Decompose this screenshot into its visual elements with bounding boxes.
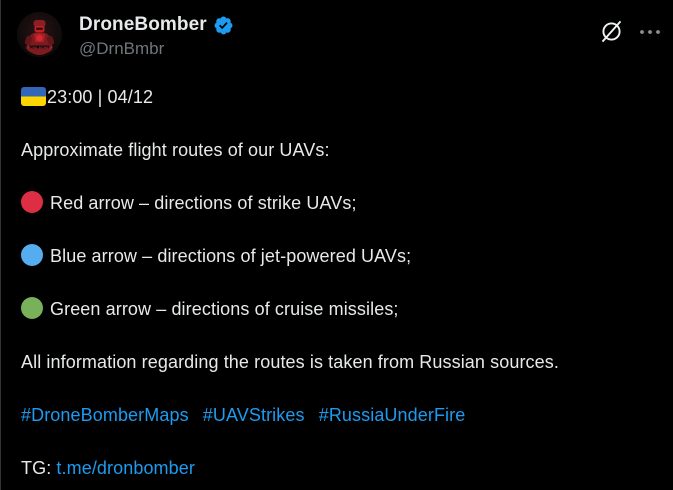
grok-icon (598, 18, 625, 45)
hashtags-line (21, 402, 653, 428)
user-handle[interactable]: @DrnBmbr (79, 39, 165, 58)
verified-badge-icon (213, 15, 234, 36)
blue-circle-emoji (21, 244, 43, 266)
tweet-text (1, 84, 673, 481)
tg-line (21, 455, 653, 481)
more-button[interactable] (639, 28, 661, 36)
grok-button[interactable] (598, 18, 625, 45)
hashtag-uavstrikes[interactable]: #UAVStrikes (202, 405, 305, 425)
legend-line-blue (21, 243, 653, 269)
intro-line: Approximate flight routes of our UAVs: (21, 140, 330, 160)
legend-text: Green arrow – directions of cruise missiles; (50, 299, 399, 319)
tweet-header (17, 12, 661, 60)
green-circle-emoji (21, 297, 43, 319)
tg-prefix: TG: (21, 458, 57, 478)
display-name: DroneBomber (79, 14, 207, 35)
ukraine-flag-emoji (21, 87, 46, 106)
drone-bomber-avatar (17, 12, 62, 57)
red-circle-emoji (21, 191, 43, 213)
hashtag-dronebombermaps[interactable]: #DroneBomberMaps (21, 405, 189, 425)
avatar[interactable] (17, 12, 62, 57)
legend-line-red (21, 190, 653, 216)
hashtag-russiaunderfire[interactable]: #RussiaUnderFire (318, 405, 466, 425)
legend-line-green (21, 296, 653, 322)
name-block (79, 14, 234, 59)
telegram-link[interactable]: t.me/dronbomber (56, 458, 195, 478)
svg-text:DRONE BOMBER: DRONE BOMBER (25, 45, 54, 50)
legend-text: Blue arrow – directions of jet-powered UAVs; (50, 246, 412, 266)
source-note-line: All information regarding the routes is taken from Russian sources. (21, 352, 559, 372)
header-actions (598, 18, 661, 45)
more-ellipsis-icon (639, 28, 661, 36)
time-text: 23:00 | 04/12 (47, 87, 154, 107)
profile-name-link[interactable] (79, 14, 234, 36)
legend-text: Red arrow – directions of strike UAVs; (50, 193, 357, 213)
time-line (21, 84, 653, 110)
